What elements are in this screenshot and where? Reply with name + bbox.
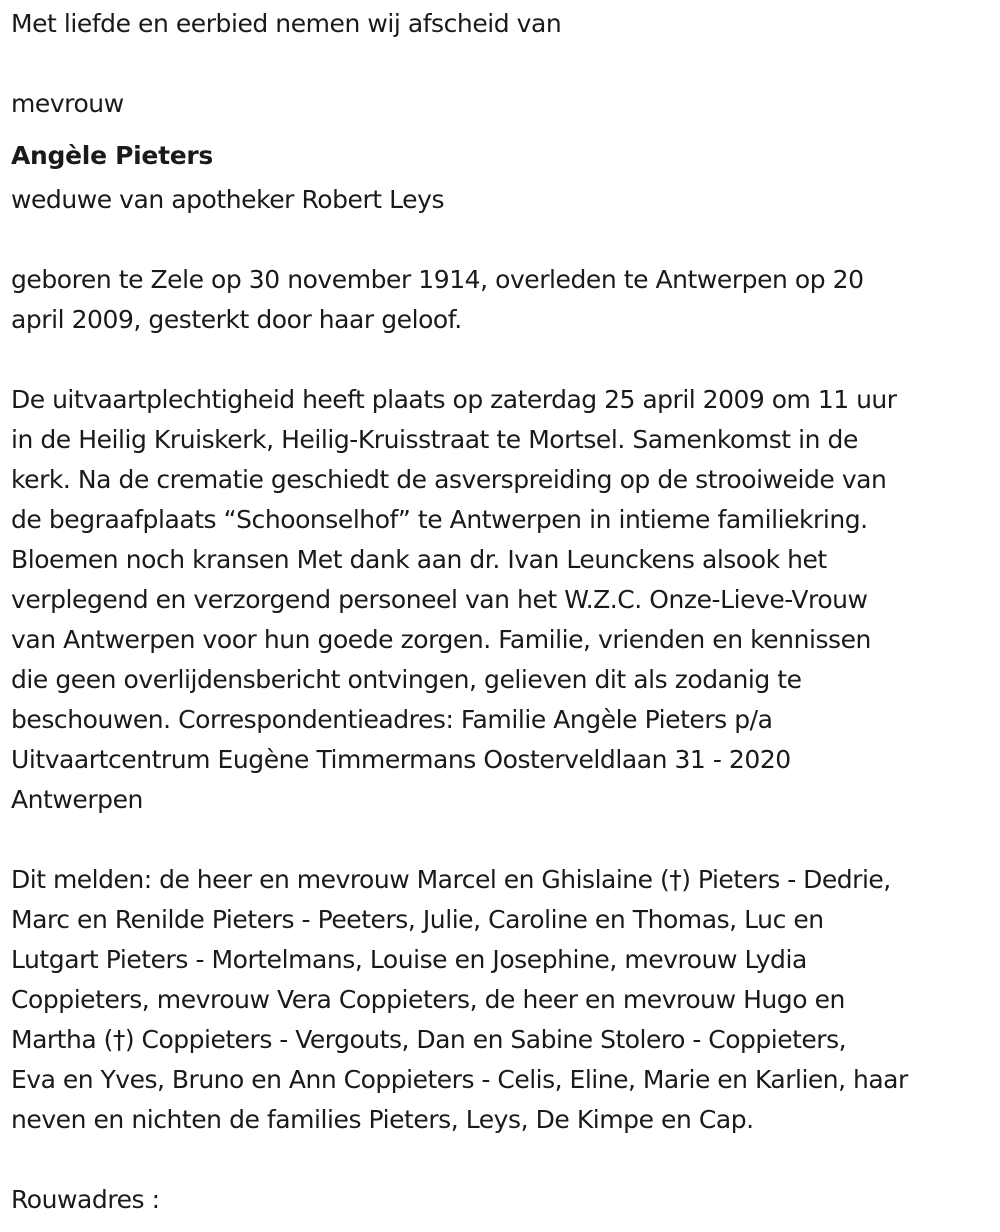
- paragraph-line: De uitvaartplechtigheid heeft plaats op zaterdag 25 april 2009 om 11 uur: [11, 385, 897, 414]
- paragraph-line: Lutgart Pieters - Mortelmans, Louise en Josephine, mevrouw Lydia: [11, 945, 807, 974]
- paragraph-line: Uitvaartcentrum Eugène Timmermans Oosterveldlaan 31 - 2020: [11, 745, 791, 774]
- obituary-document: [11, 4, 991, 1220]
- paragraph-line: Marc en Renilde Pieters - Peeters, Julie, Caroline en Thomas, Luc en: [11, 905, 824, 934]
- paragraph-line: van Antwerpen voor hun goede zorgen. Familie, vrienden en kennissen: [11, 625, 871, 654]
- intro-text: Met liefde en eerbied nemen wij afscheid van: [11, 9, 562, 38]
- paragraph-line: geboren te Zele op 30 november 1914, overleden te Antwerpen op 20: [11, 265, 864, 294]
- paragraph-line: beschouwen. Correspondentieadres: Familie Angèle Pieters p/a: [11, 705, 773, 734]
- paragraph-line: de begraafplaats “Schoonselhof” te Antwerpen in intieme familiekring.: [11, 505, 868, 534]
- paragraph-line: in de Heilig Kruiskerk, Heilig-Kruisstraat te Mortsel. Samenkomst in de: [11, 425, 858, 454]
- paragraph-line: Bloemen noch kransen Met dank aan dr. Ivan Leunckens alsook het: [11, 545, 827, 574]
- paragraph-line: die geen overlijdensbericht ontvingen, gelieven dit als zodanig te: [11, 665, 802, 694]
- paragraph-line: Eva en Yves, Bruno en Ann Coppieters - Celis, Eline, Marie en Karlien, haar: [11, 1065, 908, 1094]
- paragraph-line: april 2009, gesterkt door haar geloof.: [11, 305, 462, 334]
- paragraph-line: Martha (†) Coppieters - Vergouts, Dan en Sabine Stolero - Coppieters,: [11, 1025, 847, 1054]
- paragraph-line: verplegend en verzorgend personeel van het W.Z.C. Onze-Lieve-Vrouw: [11, 585, 868, 614]
- salutation-text: mevrouw: [11, 89, 124, 118]
- relation-text: weduwe van apotheker Robert Leys: [11, 185, 445, 214]
- paragraph-line: neven en nichten de families Pieters, Leys, De Kimpe en Cap.: [11, 1105, 754, 1134]
- spacer: [11, 820, 991, 860]
- spacer: [11, 340, 991, 380]
- spacer: [11, 124, 991, 132]
- paragraph-line: Antwerpen: [11, 785, 143, 814]
- paragraph-line: Dit melden: de heer en mevrouw Marcel en Ghislaine (†) Pieters - Dedrie,: [11, 865, 891, 894]
- paragraph-line: Coppieters, mevrouw Vera Coppieters, de heer en mevrouw Hugo en: [11, 985, 845, 1014]
- spacer: [11, 220, 991, 260]
- spacer: [11, 1140, 991, 1180]
- spacer: [11, 44, 991, 84]
- deceased-name: Angèle Pieters: [11, 141, 213, 170]
- paragraph-line: kerk. Na de crematie geschiedt de asverspreiding op de strooiweide van: [11, 465, 887, 494]
- family-paragraph: [11, 860, 991, 1140]
- address-label: Rouwadres :: [11, 1185, 160, 1214]
- birth-death-paragraph: [11, 260, 991, 340]
- ceremony-paragraph: [11, 380, 991, 820]
